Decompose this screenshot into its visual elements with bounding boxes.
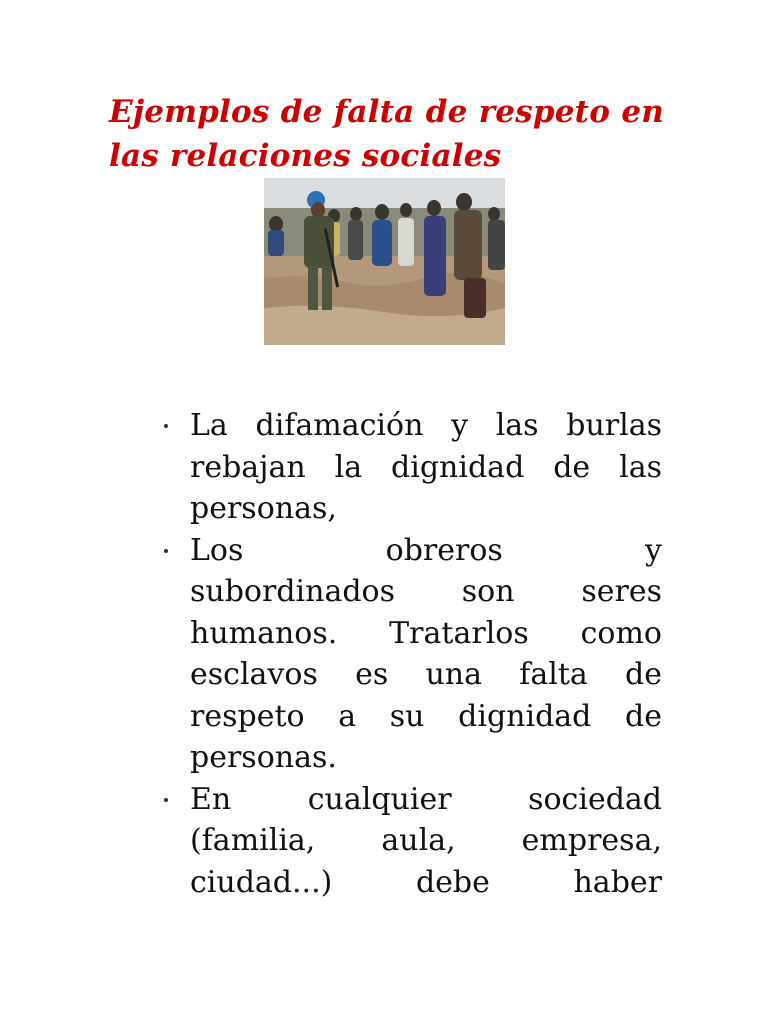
- bullet-line: personas.: [190, 740, 337, 775]
- bullet-line: ciudad...) debe haber: [190, 864, 662, 900]
- bullet-line: respeto a su dignidad de: [190, 698, 662, 734]
- list-item: [160, 405, 662, 530]
- bullet-icon: [164, 424, 168, 428]
- bullet-line: En cualquier sociedad: [190, 781, 662, 817]
- bullet-icon: [164, 549, 168, 553]
- photo-of-soldier-and-men-in-floodwater-icon: [264, 178, 505, 345]
- bullet-line: subordinados son seres: [190, 574, 662, 609]
- bullet-line: humanos. Tratarlos como: [190, 615, 662, 651]
- bullet-list: [160, 405, 662, 903]
- bullet-line: personas,: [190, 491, 337, 526]
- page-title: Ejemplos de falta de respeto en las relaciones sociales: [109, 94, 664, 174]
- bullet-line: rebajan la dignidad de las: [190, 449, 662, 485]
- bullet-icon: [164, 798, 168, 802]
- bullet-line: (familia, aula, empresa,: [190, 823, 662, 858]
- illustration-photo: [264, 178, 505, 345]
- list-item: [160, 779, 662, 904]
- list-item: [160, 530, 662, 779]
- bullet-line: Los obreros y: [190, 532, 662, 568]
- bullet-line: esclavos es una falta de: [190, 657, 662, 692]
- bullet-line: La difamación y las burlas: [190, 408, 662, 443]
